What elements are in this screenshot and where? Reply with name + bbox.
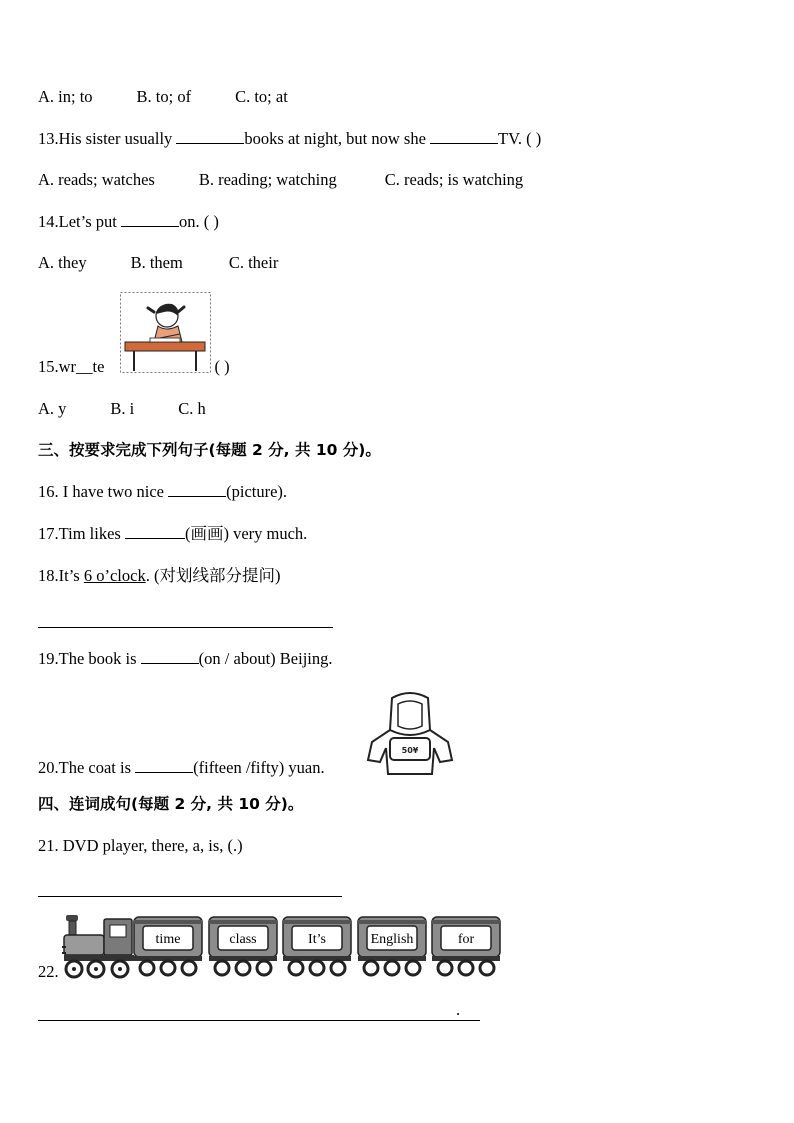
q13-option-a: A. reads; watches — [38, 170, 155, 189]
q15-option-b: B. i — [110, 399, 135, 418]
q20-blank[interactable] — [135, 758, 193, 773]
q13-suffix: TV. ( ) — [498, 129, 542, 148]
q22-number: 22. — [38, 962, 59, 981]
q12-option-a: A. in; to — [38, 87, 93, 106]
q13-mid: books at night, but now she — [244, 129, 431, 148]
train-car-5 — [431, 916, 501, 978]
section-4-heading: 四、连词成句(每题 2 分, 共 10 分)。 — [38, 795, 304, 813]
q15-word: 15.wr__te — [38, 357, 105, 376]
q14-option-b: B. them — [130, 253, 183, 272]
q18-answer-line[interactable] — [38, 627, 333, 628]
q22-end-mark: . — [456, 1000, 461, 1019]
question-15 — [38, 357, 230, 377]
question-17 — [38, 524, 307, 544]
q20-suffix: (fifteen /fifty) yuan. — [193, 758, 325, 777]
train-car-1 — [133, 916, 203, 978]
q19-suffix: (on / about) Beijing. — [198, 649, 333, 668]
q12-options — [38, 87, 288, 107]
train-car-3 — [282, 916, 352, 978]
q14-prefix: 14.Let’s put — [38, 212, 121, 231]
q15-option-a: A. y — [38, 399, 67, 418]
q14-options — [38, 253, 278, 273]
coat-price-tag-text: 50¥ — [401, 746, 419, 755]
train-car-2 — [208, 916, 278, 978]
train-car-word: English — [370, 932, 413, 947]
question-21: 21. DVD player, there, a, is, (.) — [38, 836, 243, 855]
q17-blank[interactable] — [125, 524, 185, 539]
q20-prefix: 20.The coat is — [38, 758, 136, 777]
q21-answer-line[interactable] — [38, 896, 342, 897]
train-locomotive-image — [60, 913, 136, 979]
q13-options — [38, 170, 523, 190]
q17-prefix: 17.Tim likes — [38, 524, 125, 543]
question-18 — [38, 566, 280, 586]
train-car-word: for — [457, 932, 475, 947]
q14-suffix: on. ( ) — [178, 212, 219, 231]
q15-option-c: C. h — [178, 399, 206, 418]
q14-option-a: A. they — [38, 253, 87, 272]
train-car-word: It’s — [308, 932, 326, 947]
question-19 — [38, 649, 333, 669]
q22-answer-line[interactable] — [38, 1020, 480, 1021]
q13-option-c: C. reads; is watching — [384, 170, 524, 189]
q12-option-c: C. to; at — [235, 87, 288, 106]
q18-suffix: . (对划线部分提问) — [145, 566, 281, 585]
q14-blank[interactable] — [121, 212, 179, 227]
train-car-word: time — [155, 932, 181, 947]
train-car-4 — [357, 916, 427, 978]
q18-prefix: 18.It’s — [38, 566, 84, 585]
question-16 — [38, 482, 287, 502]
q19-prefix: 19.The book is — [38, 649, 141, 668]
coat-price-image — [364, 690, 456, 778]
q16-suffix: (picture). — [226, 482, 288, 501]
q14-option-c: C. their — [228, 253, 279, 272]
q13-prefix: 13.His sister usually — [38, 129, 177, 148]
q16-blank[interactable] — [168, 482, 226, 497]
q16-prefix: 16. I have two nice — [38, 482, 169, 501]
q15-options — [38, 399, 206, 419]
q17-suffix: (画画) very much. — [184, 524, 308, 543]
question-14 — [38, 212, 219, 232]
question-20 — [38, 758, 325, 778]
question-13 — [38, 129, 541, 149]
train-car-word: class — [228, 932, 257, 947]
q15-paren: ( ) — [214, 357, 230, 376]
q13-blank-2[interactable] — [430, 129, 498, 144]
q13-blank-1[interactable] — [176, 129, 244, 144]
q19-blank[interactable] — [141, 649, 199, 664]
q12-option-b: B. to; of — [136, 87, 192, 106]
q18-underlined-phrase: 6 o’clock — [83, 566, 146, 585]
section-3-heading: 三、按要求完成下列句子(每题 2 分, 共 10 分)。 — [38, 441, 381, 459]
q13-option-b: B. reading; watching — [198, 170, 337, 189]
